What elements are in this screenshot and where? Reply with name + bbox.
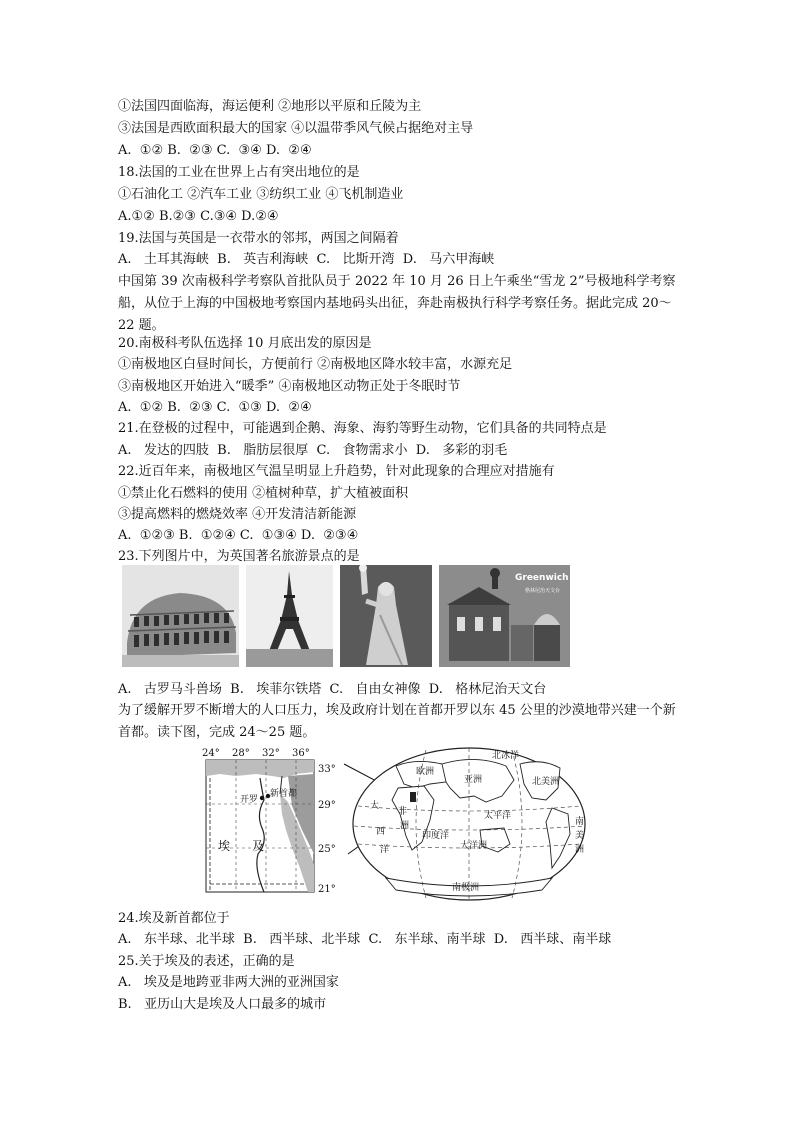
label-atlantic-1: 大 bbox=[370, 801, 380, 811]
intro-paragraph-20-22: 中国第 39 次南极科学考察队首批队员于 2022 年 10 月 26 日上午乘坐“雪龙 2”号极地科学考察船，从位于上海的中国极地考察国内基地码头出征，奔赴南极执行科学考察任务。据此完成 20～22 题。 bbox=[118, 274, 676, 333]
egypt-highlight bbox=[410, 792, 416, 802]
label-south-america-1: 南 bbox=[575, 817, 585, 827]
answer-options: A. 土耳其海峡 B. 英吉利海峡 C. 比斯开湾 D. 马六甲海峡 bbox=[118, 252, 495, 267]
city-label-new-capital: 新首都 bbox=[270, 789, 298, 799]
answer-option-a: A. 埃及是地跨亚非两大洲的亚洲国家 bbox=[118, 975, 339, 990]
world-map bbox=[346, 744, 592, 904]
label-atlantic-2: 西 bbox=[376, 827, 386, 837]
question-text-line: ③法国是西欧面积最大的国家 ④以温带季风气候占据绝对主导 bbox=[118, 121, 474, 136]
statue-of-liberty-photo bbox=[340, 565, 432, 667]
label-europe: 欧洲 bbox=[416, 767, 435, 777]
answer-options: A.①② B.②③ C.③④ D.②④ bbox=[118, 209, 279, 224]
lat-label: 29° bbox=[318, 800, 336, 811]
question-text-line: ①禁止化石燃料的使用 ②植树种草，扩大植被面积 bbox=[118, 486, 409, 501]
question-22: 22.近百年来，南极地区气温呈明显上升趋势，针对此现象的合理应对措施有 bbox=[118, 464, 555, 479]
question-text-line: ①南极地区白昼时间长，方便前行 ②南极地区降水较丰富，水源充足 bbox=[118, 357, 513, 372]
question-25: 25.关于埃及的表述，正确的是 bbox=[118, 954, 295, 969]
greenwich-observatory-photo bbox=[439, 565, 570, 667]
lon-label: 32° bbox=[262, 748, 280, 759]
egypt-regional-map bbox=[196, 744, 346, 902]
label-oceania: 大洋洲 bbox=[460, 841, 488, 851]
answer-options: A. ①②③ B. ①②④ C. ①③④ D. ②③④ bbox=[118, 528, 359, 543]
lon-label: 24° bbox=[202, 748, 220, 759]
label-pacific-ocean: 太平洋 bbox=[484, 811, 512, 821]
label-south-america-3: 洲 bbox=[575, 845, 585, 855]
lon-label: 36° bbox=[292, 748, 310, 759]
question-24: 24.埃及新首都位于 bbox=[118, 911, 230, 926]
answer-options: A. ①② B. ②③ C. ③④ D. ②④ bbox=[118, 143, 312, 158]
question-text-line: ①石油化工 ②汽车工业 ③纺织工业 ④飞机制造业 bbox=[118, 187, 404, 202]
answer-options: A. ①② B. ②③ C. ①③ D. ②④ bbox=[118, 400, 312, 415]
answer-option-b: B. 亚历山大是埃及人口最多的城市 bbox=[118, 997, 327, 1012]
question-19: 19.法国与英国是一衣带水的邻邦，两国之间隔着 bbox=[118, 231, 399, 246]
country-label-egypt-1: 埃 bbox=[218, 839, 231, 853]
label-arctic-ocean: 北冰洋 bbox=[492, 751, 520, 761]
question-text-line: ①法国四面临海，海运便利 ②地形以平原和丘陵为主 bbox=[118, 99, 422, 114]
label-antarctica: 南极洲 bbox=[452, 883, 480, 893]
question-text-line: ③提高燃料的燃烧效率 ④开发清洁新能源 bbox=[118, 507, 357, 522]
label-indian-ocean: 印度洋 bbox=[422, 831, 450, 841]
label-asia: 亚洲 bbox=[464, 775, 483, 785]
question-18: 18.法国的工业在世界上占有突出地位的是 bbox=[118, 165, 360, 180]
greenwich-caption: Greenwich bbox=[515, 573, 569, 583]
question-20: 20.南极科考队伍选择 10 月底出发的原因是 bbox=[118, 336, 372, 351]
label-africa-1: 非 bbox=[398, 807, 408, 817]
answer-options-24: A. 东半球、北半球 B. 西半球、北半球 C. 东半球、南半球 D. 西半球、南半球 bbox=[118, 932, 612, 947]
cairo-marker bbox=[260, 796, 264, 800]
colosseum-photo bbox=[122, 565, 239, 667]
longitude-labels bbox=[202, 748, 310, 759]
question-text-line: ③南极地区开始进入“暖季” ④南极地区动物正处于冬眠时节 bbox=[118, 379, 461, 394]
question-23: 23.下列图片中，为英国著名旅游景点的是 bbox=[118, 549, 360, 564]
answer-options-23: A. 古罗马斗兽场 B. 埃菲尔铁塔 C. 自由女神像 D. 格林尼治天文台 bbox=[118, 682, 547, 697]
country-label-egypt-2: 及 bbox=[252, 839, 265, 853]
city-label-cairo: 开罗 bbox=[240, 795, 259, 805]
lat-label: 25° bbox=[318, 844, 336, 855]
lat-label: 21° bbox=[318, 884, 336, 895]
eiffel-tower-photo bbox=[246, 565, 333, 667]
label-atlantic-3: 洋 bbox=[380, 845, 390, 855]
answer-options: A. 发达的四肢 B. 脂肪层很厚 C. 食物需求小 D. 多彩的羽毛 bbox=[118, 443, 508, 458]
label-africa-2: 洲 bbox=[400, 821, 410, 831]
question-21: 21.在登极的过程中，可能遇到企鹅、海象、海豹等野生动物，它们具备的共同特点是 bbox=[118, 421, 607, 436]
label-south-america-2: 美 bbox=[575, 831, 585, 841]
intro-paragraph-24-25: 为了缓解开罗不断增大的人口压力，埃及政府计划在首都开罗以东 45 公里的沙漠地带兴建一个新首都。读下图，完成 24～25 题。 bbox=[118, 703, 676, 740]
lon-label: 28° bbox=[232, 748, 250, 759]
label-north-america: 北美洲 bbox=[532, 777, 560, 787]
greenwich-subcaption: 格林尼治天文台 bbox=[525, 588, 561, 594]
lat-label: 33° bbox=[318, 764, 336, 775]
